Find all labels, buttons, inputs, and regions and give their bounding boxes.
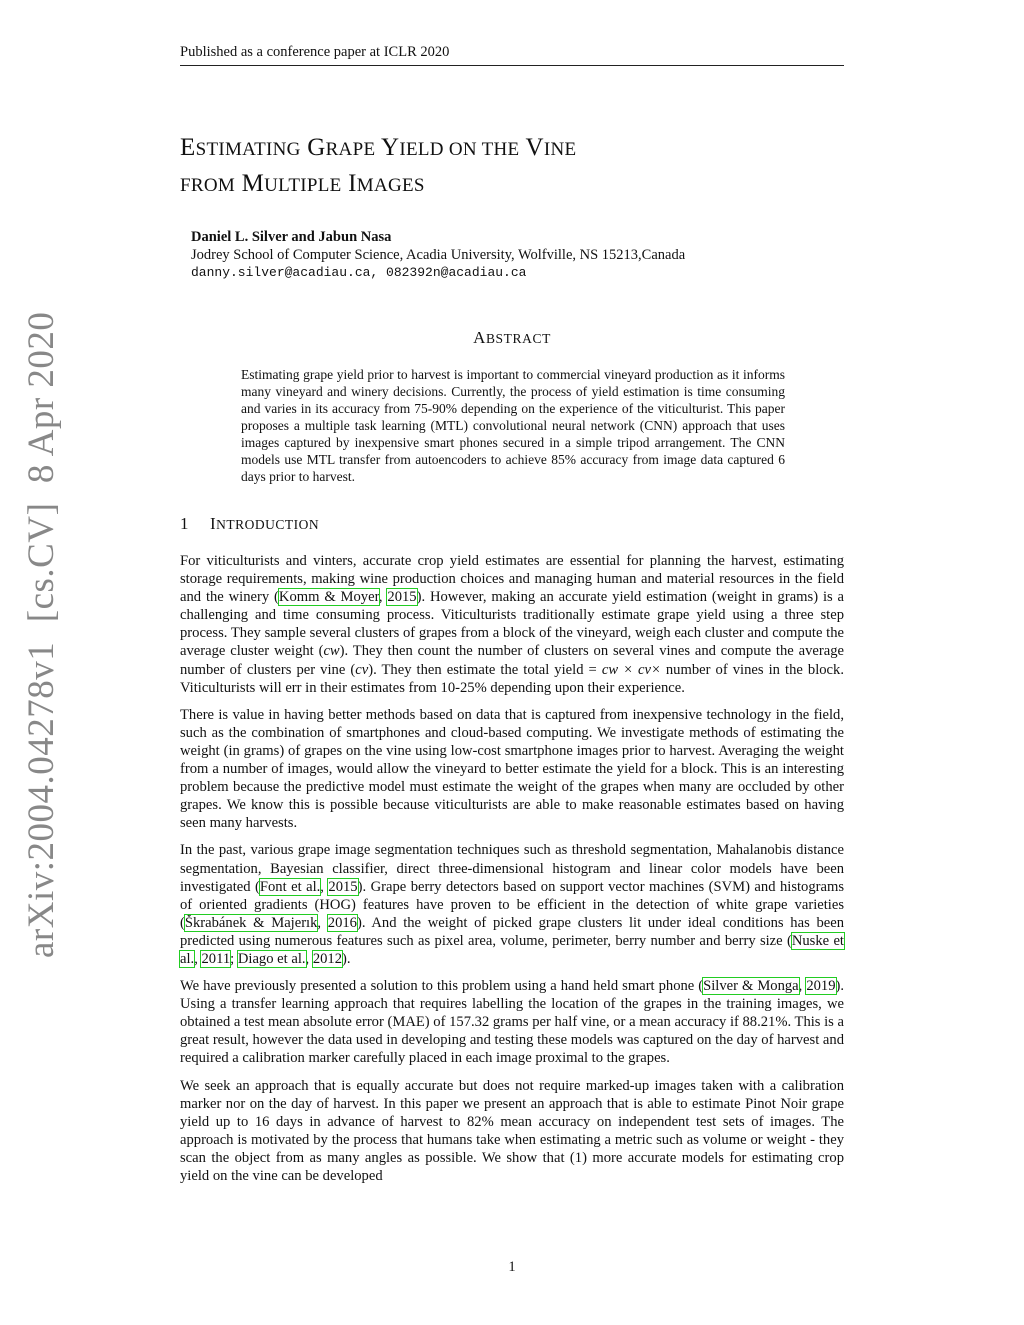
- title-smallcaps: MAGES: [356, 175, 425, 196]
- paragraph: [180, 706, 844, 833]
- citation-link[interactable]: 2015: [328, 878, 358, 895]
- title-line-2: [180, 167, 844, 203]
- citation-link[interactable]: 2015: [387, 589, 417, 606]
- citation-link[interactable]: 2012: [312, 950, 343, 967]
- title-smallcaps: FROM: [180, 175, 236, 196]
- paper-title: [180, 131, 844, 203]
- title-cap: M: [235, 170, 265, 197]
- math-expression: cw × cv×: [601, 661, 661, 678]
- text-run: ). They then count the number of clusters on several vines and compute the average number of clusters per vine (: [180, 643, 844, 678]
- title-smallcaps: IELD ON THE: [399, 139, 520, 160]
- paragraph: [180, 552, 844, 697]
- title-smallcaps: RAPE: [325, 139, 376, 160]
- introduction-body: [180, 552, 844, 1194]
- text-run: number of vines in the block. Viticulturists will err in their estimates from 10-25% depending upon their experience.: [180, 661, 844, 696]
- title-cap: Y: [375, 134, 400, 161]
- citation-link[interactable]: Komm & Moyer: [278, 589, 379, 606]
- author-affiliation: Jodrey School of Computer Science, Acadia University, Wolfville, NS 15213,Canada: [191, 247, 686, 263]
- text-run: ). And the weight of picked grape clusters lit under ideal conditions has been predicted using numerous features such as pixel area, volume, perimeter, berry number and berry size (: [180, 914, 845, 949]
- title-smallcaps: ULTIPLE: [264, 175, 342, 196]
- section-heading-rest: NTRODUCTION: [216, 517, 320, 532]
- text-run: ). However, making an accurate yield estimation (weight in grams) is a challenging and time consuming process. Viticulturists traditionally estimate grape yield using a three step process. They sample several clusters of grapes from a block of the vineyard, weigh each cluster and compute the average cluster weight (: [180, 589, 845, 660]
- title-cap: V: [519, 134, 544, 161]
- text-run: ). Using a transfer learning approach that requires labelling the location of the grapes in the training images, we obtained a test mean absolute error (MAE) of 157.32 grams per half vine, or a mean accuracy if 88.21%. This is a great result, however the data used in developing and testing these models was captured on the day of harvest and required a calibration marker carefully placed in each image proximal to the grapes.: [180, 978, 845, 1067]
- math-expression: cv: [355, 661, 369, 678]
- arxiv-stamp: arXiv:2004.04278v1 [cs.CV] 8 Apr 2020: [21, 311, 62, 958]
- paragraph: [180, 977, 844, 1067]
- citation-link[interactable]: Font et al.: [259, 878, 321, 895]
- text-run: ).: [342, 950, 351, 967]
- abstract-heading-cap: A: [473, 328, 486, 347]
- paragraph: [180, 1077, 844, 1186]
- title-cap: G: [300, 134, 326, 161]
- citation-link[interactable]: Nuske et al.: [180, 932, 844, 967]
- text-run: ,: [378, 589, 388, 606]
- citation-link[interactable]: Diago et al.: [237, 950, 306, 967]
- text-run: There is value in having better methods based on data that is captured from inexpensive technology in the field, such as the combination of smartphones and cloud-based computing. We investigate methods of estimating the weight (in grams) of grapes on the vine using low-cost smartphone images prior to harvest. Averaging the weight from a number of images, would allow the vineyard to better estimate the yield for a block. This is an interesting problem because the predictive model must estimate the weight of the grapes when many are occluded by other grapes. We know this is possible because viticulturists are able to make reasonable estimates based on having seen many harvests.: [180, 706, 844, 832]
- text-run: ,: [798, 978, 807, 995]
- text-run: ;: [230, 950, 238, 967]
- citation-link[interactable]: 2011: [201, 950, 231, 967]
- running-header: Published as a conference paper at ICLR 2020: [180, 44, 844, 66]
- abstract-heading-rest: BSTRACT: [485, 331, 551, 346]
- text-run: ,: [317, 914, 328, 931]
- text-run: For viticulturists and vinters, accurate crop yield estimates are essential for planning the harvest, estimating storage requirements, making wine production choices and managing human and material resources in the field and the winery (: [180, 553, 844, 606]
- author-names: Daniel L. Silver and Jabun Nasa: [191, 229, 392, 245]
- text-run: ,: [305, 950, 313, 967]
- title-cap: E: [180, 134, 196, 161]
- text-run: We have previously presented a solution to this problem using a hand held smart phone (: [180, 978, 704, 995]
- abstract-heading: [0, 328, 1024, 348]
- title-smallcaps: STIMATING: [195, 139, 301, 160]
- title-smallcaps: INE: [543, 139, 577, 160]
- section-heading-cap: I: [210, 514, 217, 533]
- citation-link[interactable]: Škrabánek & Majerık: [184, 914, 318, 931]
- section-number: 1: [180, 514, 189, 533]
- text-run: ). They then estimate the total yield =: [368, 661, 602, 678]
- citation-link[interactable]: 2016: [327, 914, 357, 931]
- text-run: ,: [320, 878, 329, 895]
- text-run: ). Grape berry detectors based on support vector machines (SVM) and histograms of oriented gradients (HOG) features have proven to be efficient in the detection of white grape varieties (: [180, 878, 845, 931]
- page-number: 1: [508, 1259, 516, 1275]
- citation-link[interactable]: Silver & Monga: [703, 978, 799, 995]
- author-emails: danny.silver@acadiau.ca, 082392n@acadiau.ca: [191, 265, 527, 280]
- abstract-text: Estimating grape yield prior to harvest is important to commercial vineyard production as it informs many vineyard and winery decisions. Currently, the process of yield estimation is time consuming and varies in its accuracy from 75-90% depending on the experience of the viticulturist. This paper proposes a multiple task learning (MTL) convolutional neural network (CNN) approach that uses images captured by inexpensive smart phones secured in a simple tripod arrangement. The CNN models use MTL transfer from autoencoders to achieve 85% accuracy from image data captured 6 days prior to harvest.: [241, 367, 785, 484]
- text-run: In the past, various grape image segmentation techniques such as threshold segmentation, Mahalanobis distance segmentation, Bayesian classifier, direct three-dimensional histogram and linear color models have been investigated (: [180, 842, 844, 895]
- text-run: ,: [194, 950, 202, 967]
- citation-link[interactable]: 2019: [806, 978, 836, 995]
- math-expression: cw: [323, 643, 340, 660]
- title-line-1: [180, 131, 844, 167]
- author-block: [191, 228, 831, 282]
- section-heading-introduction: [180, 514, 319, 534]
- text-run: We seek an approach that is equally accurate but does not require marked-up images taken with a calibration marker nor on the day of harvest. In this paper we present an approach that is able to estimate Pinot Noir grape yield up to 16 days in advance of harvest to 82% mean accuracy on independent test sets of images. The approach is motivated by the process that humans take when estimating a metric such as volume or weight - they scan the object from as many angles as possible. We show that (1) more accurate models for estimating crop yield on the vine can be developed: [180, 1077, 844, 1184]
- title-cap: I: [341, 170, 357, 197]
- paragraph: [180, 841, 844, 968]
